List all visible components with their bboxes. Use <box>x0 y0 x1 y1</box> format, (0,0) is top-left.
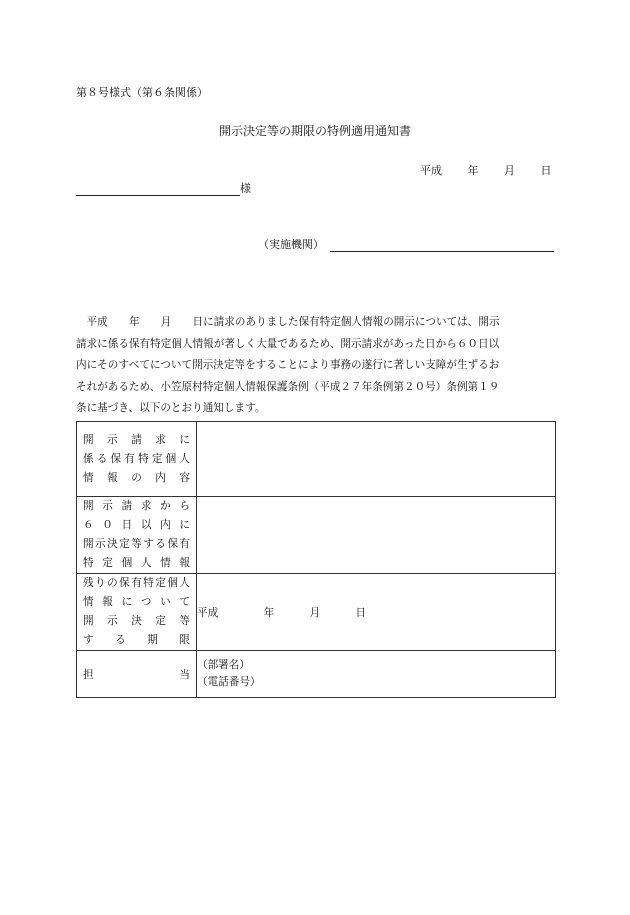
label-char: 保 <box>167 538 178 550</box>
label-text <box>77 574 196 650</box>
label-char: 情 <box>83 471 94 484</box>
label-line <box>83 516 190 535</box>
label-char: 報 <box>179 557 190 569</box>
agency <box>258 236 554 252</box>
body-line: 条に基づき、以下のとおり通知します。 <box>76 402 266 414</box>
row-value-remaining-deadline <box>197 574 556 651</box>
label-char: ら <box>179 500 190 512</box>
label-char: て <box>179 596 190 608</box>
label-char: 情 <box>160 557 171 569</box>
label-char: い <box>160 596 171 608</box>
label-char: ０ <box>102 519 113 531</box>
label-char: 決 <box>107 538 118 550</box>
label-char: る <box>96 452 108 465</box>
form-number: 第８号様式（第６条関係） <box>76 86 208 99</box>
label-line <box>83 574 190 593</box>
row-value-within-60-days <box>197 497 556 574</box>
label-char: に <box>179 433 190 446</box>
label-char: 開 <box>83 500 94 512</box>
label-char: 示 <box>95 538 106 550</box>
label-char: 請 <box>121 500 133 512</box>
addressee <box>76 180 251 196</box>
label-char: す <box>143 538 154 550</box>
label-char: 等 <box>131 538 142 550</box>
label-line <box>83 469 190 488</box>
label-char: 定 <box>119 538 130 550</box>
issue-date <box>420 162 552 178</box>
label-line <box>83 631 190 650</box>
phone-field: （電話番号） <box>197 676 261 688</box>
label-char: 容 <box>179 471 190 484</box>
date-year: 年 <box>467 164 479 177</box>
label-char: の <box>107 577 118 589</box>
row-label-within-60-days <box>77 497 197 574</box>
row-label-remaining-deadline <box>77 574 197 651</box>
label-char: 人 <box>179 452 190 465</box>
label-char: 定 <box>155 615 166 627</box>
label-char: 内 <box>160 519 171 531</box>
label-char: に <box>121 596 133 608</box>
label-char: 求 <box>155 433 166 446</box>
row-value-person-in-charge <box>197 651 556 698</box>
label-char: 定 <box>102 557 113 569</box>
label-line <box>83 593 190 612</box>
agency-label: （実施機関） <box>258 238 324 251</box>
label-char: 以 <box>140 519 152 531</box>
label-line <box>83 612 190 631</box>
addressee-line <box>76 184 240 196</box>
label-char: 決 <box>131 615 142 627</box>
label-char: 内 <box>155 471 166 484</box>
deadline-era: 平成 <box>197 606 219 619</box>
label-char: 特 <box>138 452 149 465</box>
document-title: 開示決定等の期限の特例適用通知書 <box>218 124 411 138</box>
body-line: 内にそのすべてについて開示決定等をすることにより事務の遂行に著しい支障が生ずるお <box>76 359 500 371</box>
addressee-suffix: 様 <box>240 182 251 195</box>
body-line: それがあるため、小笠原村特定個人情報保護条例（平成２７年条例第２０号）条例第１９ <box>76 380 500 393</box>
date-month: 月 <box>504 164 515 177</box>
label-char: 有 <box>124 452 135 465</box>
label-char: 係 <box>83 452 94 465</box>
label-char: 有 <box>131 577 142 589</box>
label-char: 等 <box>179 615 190 627</box>
agency-line <box>330 240 554 252</box>
label-char: 開 <box>83 433 94 446</box>
label-char: 報 <box>102 596 113 608</box>
label-char: 示 <box>107 615 118 627</box>
label-text <box>77 431 196 488</box>
label-char: 個 <box>167 577 178 589</box>
row-value-contents <box>197 422 556 497</box>
deadline-month: 月 <box>309 606 321 619</box>
label-char: に <box>179 519 190 531</box>
label-char: 特 <box>143 577 154 589</box>
label-char: の <box>131 471 142 484</box>
label-char: 個 <box>165 452 177 465</box>
label-char: 情 <box>83 596 94 608</box>
label-char: 当 <box>179 668 190 681</box>
table-row <box>77 574 556 651</box>
label-char: 個 <box>121 557 133 569</box>
label-line <box>83 554 190 573</box>
table-row <box>77 422 556 497</box>
label-line <box>83 431 190 450</box>
label-char: 開 <box>83 538 94 550</box>
label-char: す <box>83 634 94 646</box>
row-label-contents <box>77 422 197 497</box>
label-char: 示 <box>102 500 113 512</box>
label-char: か <box>160 500 171 512</box>
notice-body <box>76 312 554 420</box>
label-char: つ <box>140 596 152 608</box>
label-char: 人 <box>140 557 152 569</box>
label-char: る <box>155 538 166 550</box>
label-text <box>77 497 196 573</box>
table-row <box>77 497 556 574</box>
label-char: 開 <box>83 615 94 627</box>
label-line <box>83 497 190 516</box>
label-char: 定 <box>155 577 166 589</box>
table-row <box>77 651 556 698</box>
label-char: 期 <box>147 634 158 646</box>
label-char: 担 <box>83 668 94 681</box>
label-char: 保 <box>110 452 122 465</box>
label-char: 報 <box>107 471 118 484</box>
date-day: 日 <box>540 164 552 177</box>
row-label-person-in-charge <box>77 651 197 698</box>
label-char: 人 <box>179 577 190 589</box>
label-char: 日 <box>121 519 133 531</box>
label-char: 限 <box>179 634 190 646</box>
date-era: 平成 <box>420 164 442 177</box>
deadline-year: 年 <box>263 606 275 619</box>
label-char: 求 <box>140 500 152 512</box>
label-char: 定 <box>151 452 163 465</box>
body-line: 請求に係る保有特定個人情報が著しく大量であるため、開示請求があった日から６０日以 <box>76 337 500 350</box>
label-line <box>83 450 190 469</box>
department-field: （部署名） <box>197 659 250 671</box>
label-char: 残 <box>83 577 94 589</box>
label-line <box>83 535 190 554</box>
label-char: 有 <box>179 538 190 550</box>
label-char: 保 <box>119 577 130 589</box>
label-char: 請 <box>131 433 142 446</box>
notice-table <box>76 421 556 698</box>
body-line: 平成 年 月 日に請求のありました保有特定個人情報の開示については、開示 <box>76 316 500 328</box>
label-char: ６ <box>83 519 94 531</box>
label-text <box>77 667 196 682</box>
label-char: る <box>115 634 126 646</box>
deadline-day: 日 <box>355 606 367 619</box>
label-char: 示 <box>107 433 118 446</box>
label-char: 特 <box>83 557 94 569</box>
label-char: り <box>95 577 106 589</box>
